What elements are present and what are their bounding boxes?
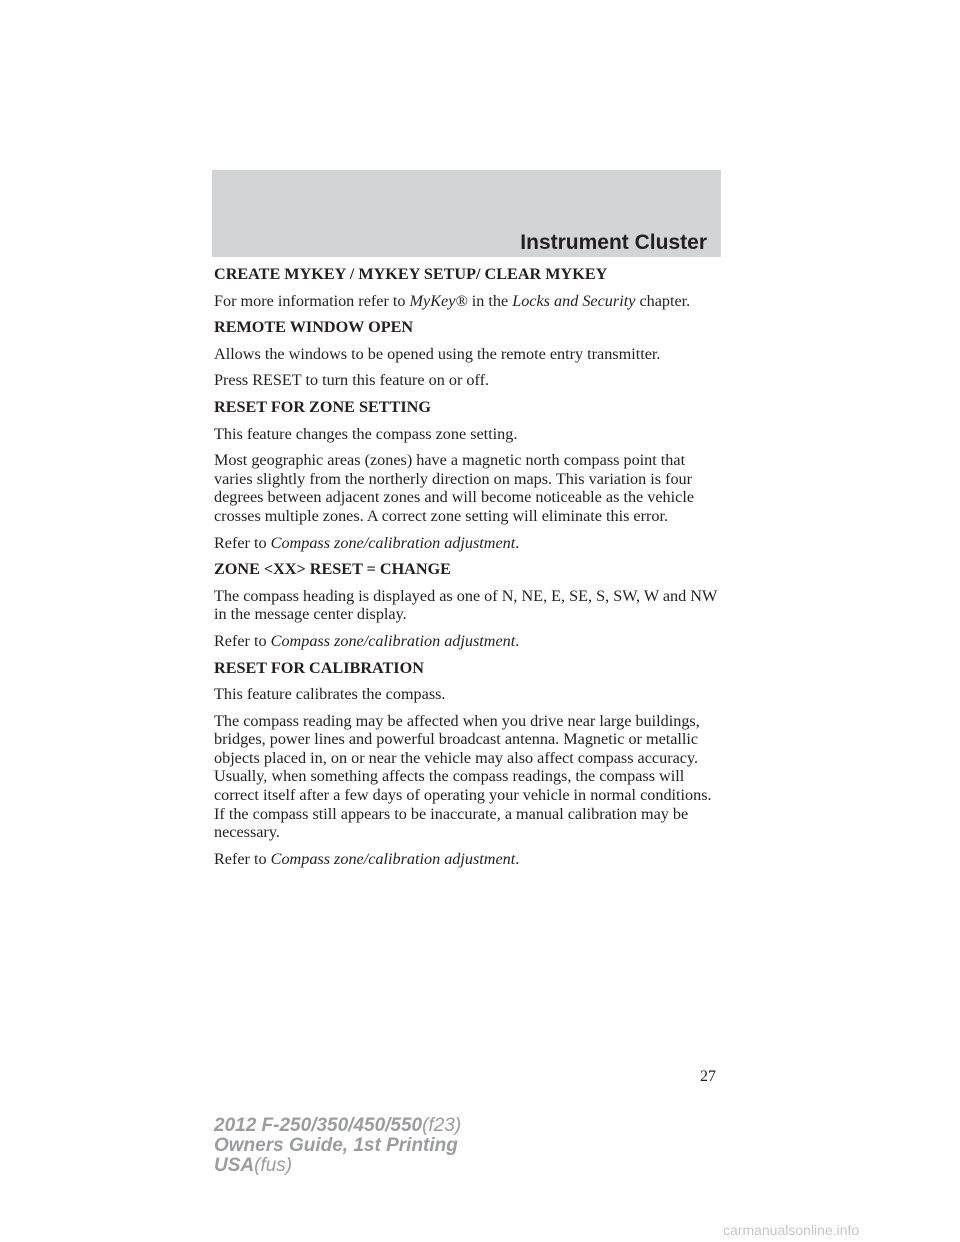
section-header-band bbox=[212, 170, 721, 257]
footer-line-2: Owners Guide, 1st Printing bbox=[214, 1135, 458, 1156]
mykey-text-c: in the bbox=[467, 291, 513, 310]
heading-mykey: CREATE MYKEY / MYKEY SETUP/ CLEAR MYKEY bbox=[214, 265, 608, 283]
paragraph-calibration-1: This feature calibrates the compass. bbox=[214, 685, 446, 704]
refer-suffix: . bbox=[515, 533, 520, 552]
heading-calibration: RESET FOR CALIBRATION bbox=[214, 658, 424, 677]
mykey-link: MyKey® bbox=[409, 291, 468, 310]
locks-security-link: Locks and Security bbox=[512, 291, 636, 310]
site-watermark: carmanualsonline.info bbox=[723, 1222, 860, 1238]
compass-calibration-link: Compass zone/calibration adjustment bbox=[270, 533, 516, 552]
heading-remote-window: REMOTE WINDOW OPEN bbox=[214, 318, 414, 337]
footer-market-code: (fus) bbox=[254, 1155, 293, 1176]
footer-model: 2012 F-250/350/450/550 bbox=[214, 1115, 423, 1136]
paragraph-zone-2: Most geographic areas (zones) have a magnetic north compass point that varies slightly from the northerly direction on maps. This variation is four degrees between adjacent zones and will become noticeable as the vehicle crosses multiple zones. A correct zone setting will eliminate this error. bbox=[214, 451, 695, 525]
mykey-text-a: For more information refer to bbox=[214, 291, 410, 310]
mykey-text-e: chapter. bbox=[635, 291, 691, 310]
compass-calibration-link: Compass zone/calibration adjustment bbox=[270, 849, 516, 868]
refer-calibration bbox=[214, 850, 724, 869]
page-number: 27 bbox=[700, 1068, 716, 1085]
page-content bbox=[214, 265, 724, 876]
compass-calibration-link: Compass zone/calibration adjustment bbox=[270, 631, 516, 650]
footer-market: USA bbox=[214, 1155, 255, 1176]
paragraph-remote-1: Allows the windows to be opened using the remote entry transmitter. bbox=[214, 344, 661, 363]
document-footer bbox=[214, 1116, 461, 1176]
section-title: Instrument Cluster bbox=[520, 231, 707, 254]
refer-prefix: Refer to bbox=[214, 849, 271, 868]
paragraph-calibration-2: The compass reading may be affected when you drive near large buildings, bridges, power lines and powerful broadcast antenna. Magnetic or metallic objects placed in, on or near the vehicle may also affect compass accuracy. Usually, when something affects the compass readings, the compass will correct itself after a few days of operating your vehicle in normal conditions. If the compass still appears to be inaccurate, a manual calibration may be necessary. bbox=[214, 711, 712, 842]
footer-line-3 bbox=[214, 1156, 461, 1176]
paragraph-zone-1: This feature changes the compass zone setting. bbox=[214, 424, 518, 443]
refer-zone-setting bbox=[214, 534, 724, 553]
paragraph-change: The compass heading is displayed as one of N, NE, E, SE, S, SW, W and NW in the message center display. bbox=[214, 586, 717, 624]
refer-prefix: Refer to bbox=[214, 533, 271, 552]
footer-line-1 bbox=[214, 1116, 461, 1136]
refer-prefix: Refer to bbox=[214, 631, 271, 650]
heading-zone-change: ZONE <XX> RESET = CHANGE bbox=[214, 560, 451, 579]
paragraph-mykey bbox=[214, 292, 724, 311]
refer-suffix: . bbox=[515, 631, 520, 650]
heading-zone-setting: RESET FOR ZONE SETTING bbox=[214, 397, 431, 416]
refer-zone-change bbox=[214, 632, 724, 651]
refer-suffix: . bbox=[515, 849, 520, 868]
paragraph-remote-2: Press RESET to turn this feature on or off. bbox=[214, 371, 490, 390]
footer-model-code: (f23) bbox=[422, 1115, 462, 1136]
